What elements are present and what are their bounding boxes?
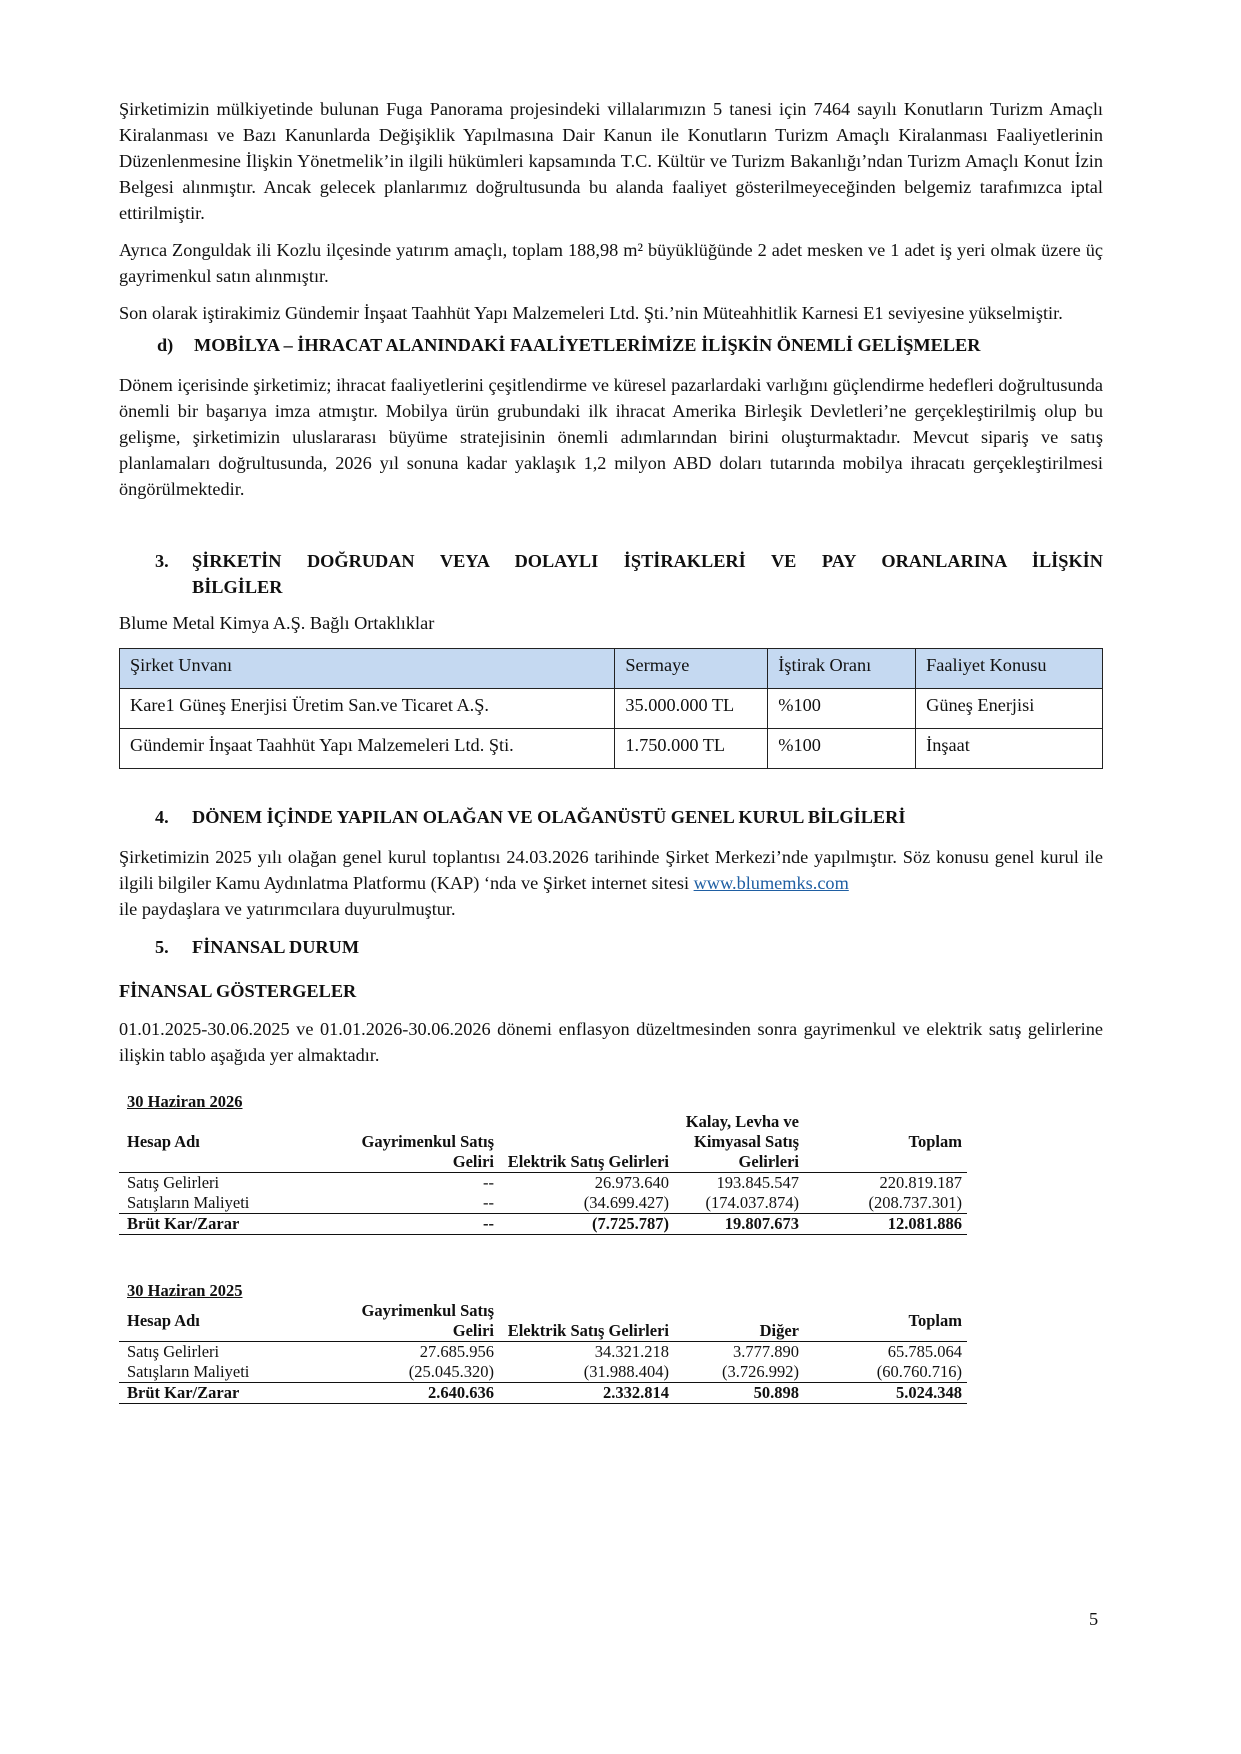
paragraph-genel-kurul (119, 844, 1103, 922)
cell-capital: 1.750.000 TL (615, 729, 768, 769)
cell-value: 19.807.673 (674, 1214, 804, 1235)
table-row (119, 1383, 967, 1404)
cell-value: -- (483, 1193, 494, 1212)
cell-value: 12.081.886 (804, 1214, 967, 1235)
section-5-title: FİNANSAL DURUM (192, 937, 360, 957)
cell-account: Brüt Kar/Zarar (119, 1383, 319, 1404)
cell-account: Satışların Maliyeti (127, 1193, 250, 1212)
cell-value: (3.726.992) (722, 1362, 799, 1381)
table-row (119, 1193, 967, 1214)
header-share: İştirak Oranı (768, 649, 916, 689)
cell-value: 3.777.890 (733, 1342, 799, 1361)
header-account: Hesap Adı (119, 1301, 319, 1342)
paragraph-zonguldak: Ayrıca Zonguldak ili Kozlu ilçesinde yatırım amaçlı, toplam 188,98 m² büyüklüğünde 2 adet mesken ve 1 adet iş yeri olmak üzere üç gayrimenkul satın alınmıştır. (119, 240, 1103, 286)
cell-capital: 35.000.000 TL (615, 689, 768, 729)
cell-value: (25.045.320) (408, 1362, 494, 1381)
header-activity: Faaliyet Konusu (916, 649, 1103, 689)
section-5-number: 5. (155, 937, 169, 957)
header-tin-chemical: Kalay, Levha ve Kimyasal Satış Gelirleri (674, 1112, 804, 1173)
cell-activity: İnşaat (916, 729, 1103, 769)
cell-value: (60.760.716) (876, 1362, 962, 1381)
header-total: Toplam (804, 1301, 967, 1342)
website-link[interactable]: www.blumemks.com (693, 873, 849, 893)
section-4-title: DÖNEM İÇİNDE YAPILAN OLAĞAN VE OLAĞANÜSTÜ GENEL KURUL BİLGİLERİ (192, 807, 906, 827)
cell-account: Satışların Maliyeti (127, 1362, 250, 1381)
cell-value: 27.685.956 (419, 1342, 494, 1361)
cell-share: %100 (768, 689, 916, 729)
section-3-heading (119, 548, 1103, 600)
cell-value: 65.785.064 (887, 1342, 962, 1361)
financial-table-2025 (119, 1301, 967, 1404)
cell-value: 193.845.547 (716, 1173, 799, 1192)
table-row (119, 1362, 967, 1383)
section-4-heading (119, 804, 1103, 830)
cell-activity: Güneş Enerjisi (916, 689, 1103, 729)
subsidiaries-caption: Blume Metal Kimya A.Ş. Bağlı Ortaklıklar (119, 613, 435, 633)
header-total: Toplam (804, 1112, 967, 1173)
financial-table-2026 (119, 1112, 967, 1235)
subsidiaries-table (119, 648, 1103, 769)
cell-value: 26.973.640 (594, 1173, 669, 1192)
section-4-number: 4. (155, 807, 169, 827)
header-capital: Sermaye (615, 649, 768, 689)
header-electric: Elektrik Satış Gelirleri (499, 1112, 674, 1173)
paragraph-mobilya: Dönem içerisinde şirketimiz; ihracat faaliyetlerini çeşitlendirme ve küresel pazarlardaki varlığını güçlendirme hedefleri doğrultusunda önemli bir başarıya imza atmıştır. Mobilya ürün grubundaki ilk ihracat Amerika Birleşik Devletleri’ne gerçekleştirilmiş olup bu gelişme, şirketimizin uluslararası büyüme stratejisinin önemli adımlarından birini oluşturmaktadır. Mevcut sipariş ve satış planlamaları doğrultusunda, 2026 yıl sonuna kadar yaklaşık 1,2 milyon ABD doları tutarında mobilya ihracatı gerçekleştirilmesi öngörülmektedir. (119, 375, 1103, 499)
cell-value: -- (483, 1173, 494, 1192)
financial-indicators-heading: FİNANSAL GÖSTERGELER (119, 981, 357, 1001)
document-page (119, 96, 1103, 1404)
table-row (120, 729, 1103, 769)
header-electric: Elektrik Satış Gelirleri (499, 1301, 674, 1342)
cell-share: %100 (768, 729, 916, 769)
table-2026-title: 30 Haziran 2026 (127, 1092, 243, 1111)
cell-company: Kare1 Güneş Enerjisi Üretim San.ve Ticaret A.Ş. (120, 689, 615, 729)
cell-value: 5.024.348 (804, 1383, 967, 1404)
header-company: Şirket Unvanı (120, 649, 615, 689)
cell-company: Gündemir İnşaat Taahhüt Yapı Malzemeleri Ltd. Şti. (120, 729, 615, 769)
paragraph-financial: 01.01.2025-30.06.2025 ve 01.01.2026-30.06.2026 dönemi enflasyon düzeltmesinden sonra gayrimenkul ve elektrik satış gelirlerine ilişkin tablo aşağıda yer almaktadır. (119, 1019, 1103, 1065)
cell-value: (34.699.427) (583, 1193, 669, 1212)
cell-account: Satış Gelirleri (127, 1342, 220, 1361)
cell-value: 2.640.636 (319, 1383, 499, 1404)
cell-value: 2.332.814 (499, 1383, 674, 1404)
cell-value: 50.898 (674, 1383, 804, 1404)
header-account: Hesap Adı (119, 1112, 319, 1173)
cell-value: (208.737.301) (868, 1193, 962, 1212)
section-3-number: 3. (155, 551, 169, 571)
header-other: Diğer (674, 1301, 804, 1342)
table-2025-header-row (119, 1301, 967, 1342)
table-row (119, 1173, 967, 1194)
section-3-title-line1: ŞİRKETİN DOĞRUDAN VEYA DOLAYLI İŞTİRAKLERİ VE PAY ORANLARINA İLİŞKİN (192, 551, 1103, 571)
table-row (120, 689, 1103, 729)
table-2026-header-row (119, 1112, 967, 1173)
page-number: 5 (1089, 1609, 1099, 1629)
cell-account: Satış Gelirleri (127, 1173, 220, 1192)
cell-value: (31.988.404) (583, 1362, 669, 1381)
table-row (119, 1214, 967, 1235)
cell-value: 34.321.218 (594, 1342, 669, 1361)
section-d-heading (119, 332, 1103, 358)
cell-value: -- (319, 1214, 499, 1235)
paragraph-fuga-panorama: Şirketimizin mülkiyetinde bulunan Fuga Panorama projesindeki villalarımızın 5 tanesi için 7464 sayılı Konutların Turizm Amaçlı Kiralanması ve Bazı Kanunlarda Değişiklik Yapılmasına Dair Kanun ile Konutların Turizm Amaçlı Kiralanması Faaliyetlerinin Düzenlenmesine İlişkin Yönetmelik’in ilgili hükümleri kapsamında T.C. Kültür ve Turizm Bakanlığı’ndan Turizm Amaçlı Konut İzin Belgesi alınmıştır. Ancak gelecek planlarımız doğrultusunda bu alanda faaliyet gösterilmeyeceğinden belgemiz tarafımızca iptal ettirilmiştir. (119, 99, 1103, 223)
header-realestate: Gayrimenkul Satış Geliri (319, 1301, 499, 1342)
genel-kurul-text-end: ile paydaşlara ve yatırımcılara duyurulmuştur. (119, 899, 456, 919)
table-2025-title: 30 Haziran 2025 (127, 1281, 243, 1300)
paragraph-gundemir: Son olarak iştirakimiz Gündemir İnşaat Taahhüt Yapı Malzemeleri Ltd. Şti.’nin Müteahhitlik Karnesi E1 seviyesine yükselmiştir. (119, 303, 1063, 323)
section-d-title: MOBİLYA – İHRACAT ALANINDAKİ FAALİYETLERİMİZE İLİŞKİN ÖNEMLİ GELİŞMELER (194, 335, 981, 355)
header-realestate: Gayrimenkul Satış Geliri (319, 1112, 499, 1173)
cell-value: (7.725.787) (499, 1214, 674, 1235)
section-3-title-line2: BİLGİLER (192, 577, 283, 597)
cell-value: (174.037.874) (705, 1193, 799, 1212)
genel-kurul-text: Şirketimizin 2025 yılı olağan genel kurul toplantısı 24.03.2026 tarihinde Şirket Merkezi’nde yapılmıştır. Söz konusu genel kurul ile ilgili bilgiler Kamu Aydınlatma Platformu (KAP) ‘nda ve Şirket internet sitesi (119, 847, 1103, 893)
section-d-number: d) (157, 335, 174, 355)
section-5-heading (119, 934, 1103, 960)
subsidiaries-header-row (120, 649, 1103, 689)
table-row (119, 1342, 967, 1363)
cell-value: 220.819.187 (879, 1173, 962, 1192)
cell-account: Brüt Kar/Zarar (119, 1214, 319, 1235)
